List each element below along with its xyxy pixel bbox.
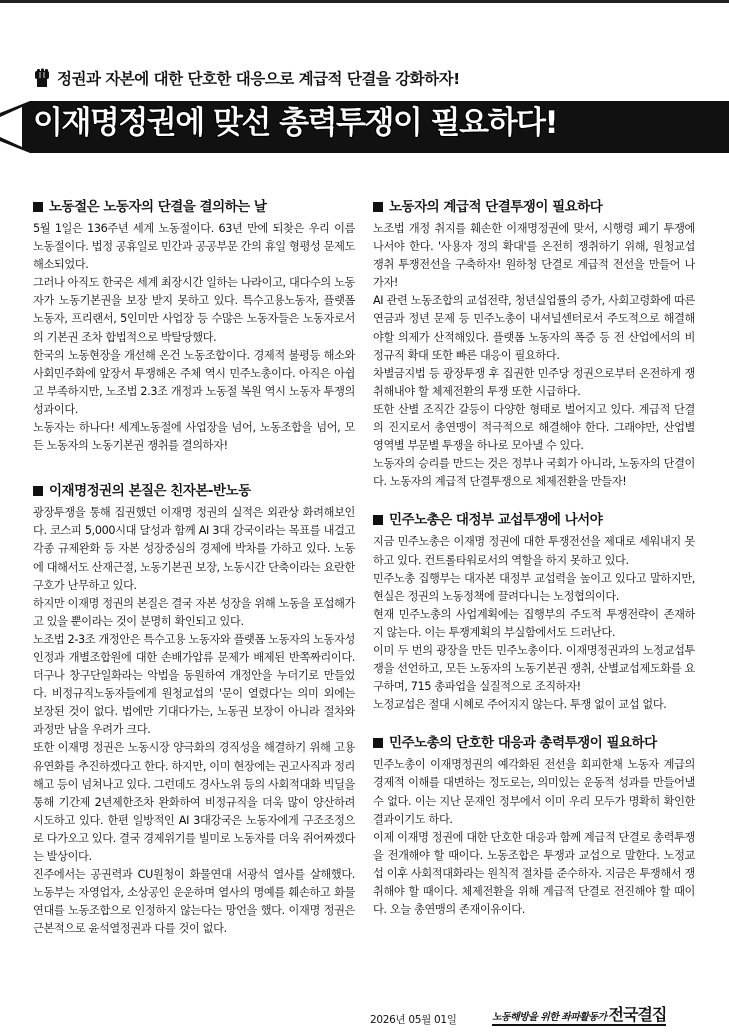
section-heading-text: 민주노총의 단호한 대응과 총력투쟁이 필요하다	[389, 735, 657, 752]
square-bullet-icon	[373, 738, 383, 748]
tagline-text: 정권과 자본에 대한 단호한 대응으로 계급적 단결을 강화하자!	[57, 70, 460, 88]
organization-name: 전국결집	[608, 1005, 667, 1024]
square-bullet-icon	[373, 202, 383, 212]
paragraph: AI 관련 노동조합의 교섭전략, 청년실업률의 증가, 사회고령화에 따른 연금과 정년 문제 등 민주노총이 내셔널센터로서 주도적으로 해결해야할 의제가 산적해있다. 플랫폼 노동자의 폭증 등 전 산업에서의 비정규직 확대 또한 빠른 대응이 필요하다.	[373, 294, 695, 362]
organization-prefix: 노동해방을 위한 좌파활동가	[492, 1012, 607, 1023]
paragraph: 노동자의 승리를 만드는 것은 정부나 국회가 아니라, 노동자의 단결이다. 노동자의 계급적 단결투쟁으로 체제전환을 만들자!	[373, 457, 695, 489]
raised-fist-icon	[33, 68, 51, 88]
left-column	[33, 196, 355, 938]
tagline	[33, 66, 713, 90]
section-heading-text: 노동자의 계급적 단결투쟁이 필요하다	[389, 198, 603, 215]
paragraph: 5월 1일은 136주년 세계 노동절이다. 63년 만에 되찾은 우리 이름 노동절이다. 법정 공휴일로 민간과 공공부문 간의 휴일 형평성 문제도 해소되었다.	[33, 222, 355, 272]
section-heading	[373, 509, 695, 531]
paragraph: 노조법 2-3조 개정안은 특수고용 노동자와 플랫폼 노동자의 노동자성 인정과 개별조합원에 대한 손배가압류 문제가 배제된 반쪽짜리이다. 더구나 창구단일화라는 악법을 동원하여 개정안을 누더기로 만들었다. 비정규직노동자들에게 원청교섭의 '문이 열렸다'는 의미 외에는 보장된 것이 없다. 법에만 기대다가는, 노동권 보장이 아니라 절차와 과정만 남을 우려가 크다.	[33, 632, 356, 737]
square-bullet-icon	[33, 202, 43, 212]
paragraph: 하지만 이재명 정권의 본질은 결국 자본 성장을 위해 노동을 포섭해가고 있을 뿐이라는 것이 분명히 확인되고 있다.	[33, 596, 355, 628]
section-labor-day	[33, 196, 355, 455]
page-title: 이재명정권에 맞선 총력투쟁이 필요하다!	[33, 105, 558, 141]
paragraph: 민주노총 집행부는 대자본 대정부 교섭력을 높이고 있다고 말하지만, 현실은 정권의 노동정책에 끌려다니는 노정협의이다.	[373, 571, 695, 603]
paragraph: 현재 민주노총의 사업계획에는 집행부의 주도적 투쟁전략이 존재하지 않는다. 이는 투쟁계획의 부실함에서도 드러난다.	[373, 607, 695, 639]
paragraph: 진주에서는 공권력과 CU원청이 화물연대 서광석 열사를 살해했다. 노동부는 자영업자, 소상공인 운운하며 열사의 명예를 훼손하고 화물연대를 노동조합으로 인정하지 않는다는 망언을 했다. 이재명 정권은 근본적으로 윤석열정권과 다를 것이 없다.	[33, 868, 355, 936]
top-border	[0, 0, 729, 3]
section-heading	[373, 196, 695, 218]
paragraph: 노동자는 하나다! 세계노동절에 사업장을 넘어, 노동조합을 넘어, 모든 노동자의 노동기본권 쟁취를 결의하자!	[33, 421, 355, 453]
paragraph: 이미 두 번의 광장을 만든 민주노총이다. 이재명정권과의 노정교섭투쟁을 선언하고, 모든 노동자의 노동기본권 쟁취, 산별교섭제도화를 요구하며, 715 총파업을 실질적으로 조직하자!	[373, 643, 695, 694]
paragraph: 노조법 개정 취지를 훼손한 이재명정권에 맞서, 시행령 폐기 투쟁에 나서야 한다. '사용자 정의 확대'를 온전히 쟁취하기 위해, 원청교섭 쟁취 투쟁전선을 구축하자! 원하청 단결로 계급적 전선을 만들어 나가자!	[373, 222, 695, 290]
section-all-out-struggle	[373, 732, 695, 919]
square-bullet-icon	[373, 515, 383, 525]
section-heading-text: 노동절은 노동자의 단결을 결의하는 날	[49, 198, 267, 215]
section-regime-nature	[33, 480, 355, 938]
section-heading-text: 민주노총은 대정부 교섭투쟁에 나서야	[389, 512, 603, 529]
paragraph: 지금 민주노총은 이재명 정권에 대한 투쟁전선을 제대로 세워내지 못하고 있다. 컨트롤타워로서의 역할을 하지 못하고 있다.	[373, 535, 695, 567]
paragraph: 이제 이재명 정권에 대한 단호한 대응과 함께 계급적 단결로 총력투쟁을 전개해야 할 때이다. 노동조합은 투쟁과 교섭으로 말한다. 노정교섭 이후 사회적대화라는 원칙적 절차를 준수하자. 지금은 투쟁해서 쟁취해야 할 때이다. 체제전환을 위해 계급적 단결로 전진해야 할 때이다. 오늘 총연맹의 존재이유이다.	[373, 830, 695, 917]
paragraph: 또한 산별 조직간 갈등이 다양한 형태로 벌어지고 있다. 계급적 단결의 진지로서 총연맹이 적극적으로 해결해야 한다. 그래야만, 산업별 영역별 부문별 투쟁을 하나로 모아낼 수 있다.	[373, 402, 695, 453]
section-class-struggle	[373, 196, 695, 491]
paragraph: 차별금지법 등 광장투쟁 후 집권한 민주당 정권으로부터 온전하게 쟁취해내야 할 체제전환의 투쟁 또한 시급하다.	[373, 366, 695, 398]
organization-logo	[492, 1006, 666, 1026]
right-column	[373, 196, 695, 919]
paragraph: 민주노총이 이재명정권의 예각화된 전선을 회피한채 노동자 계급의 경제적 이해를 대변하는 정도로는, 의미있는 운동적 성과를 만들어낼 수 없다. 이는 지난 문재인 정부에서 이미 우리 모두가 명확히 확인한 결과이기도 하다.	[373, 758, 695, 826]
section-heading	[33, 196, 355, 218]
paragraph: 광장투쟁을 통해 집권했던 이재명 정권의 실적은 외관상 화려해보인다. 코스피 5,000시대 달성과 함께 AI 3대 강국이라는 목표를 내걸고 각종 규제완화 등 자본 성장중심의 경제에 박차를 가하고 있다. 노동에 대해서도 산재근절, 노동기본권 보장, 노동시간 단축이라는 요란한 구호가 난무하고 있다.	[33, 506, 355, 592]
section-heading	[33, 480, 355, 502]
section-heading-text: 이재명정권의 본질은 친자본-반노동	[49, 483, 251, 500]
section-government-bargaining	[373, 509, 695, 714]
publication-date: 2026년 05월 01일	[370, 1014, 457, 1026]
square-bullet-icon	[33, 486, 43, 496]
section-heading	[373, 732, 695, 754]
paragraph: 그러나 아직도 한국은 세계 최장시간 일하는 나라이고, 대다수의 노동자가 노동기본권을 보장 받지 못하고 있다. 특수고용노동자, 플랫폼 노동자, 프리랜서, 5인미만 사업장 등 수많은 노동자들은 노동자로서의 기본권 조차 합법적으로 박탈당했다.	[33, 276, 355, 344]
paragraph: 또한 이재명 정권은 노동시장 양극화의 경직성을 해결하기 위해 고용유연화를 추진하겠다고 한다. 하지만, 이미 현장에는 권고사직과 정리해고 등이 넘쳐나고 있다. 그런데도 경사노위 등의 사회적대화 빅딜을 통해 기간제 2년제한조차 완화하여 비정규직을 더욱 많이 양산하려 시도하고 있다. 한편 일방적인 AI 3대강국은 노동자에게 구조조정으로 다가오고 있다. 결국 경제위기를 빌미로 노동자를 더욱 쥐어짜겠다는 발상이다.	[33, 741, 355, 863]
paragraph: 한국의 노동현장을 개선해 온건 노동조합이다. 경제적 불평등 해소와 사회민주화에 앞장서 투쟁해온 주체 역시 민주노총이다. 아직은 아쉽고 부족하지만, 노조법 2.3조 개정과 노동절 복원 역시 노동자 투쟁의 성과이다.	[33, 348, 355, 416]
paragraph: 노정교섭은 절대 시혜로 주어지지 않는다. 투쟁 없이 교섭 없다.	[373, 698, 667, 712]
headline-banner	[0, 95, 729, 157]
